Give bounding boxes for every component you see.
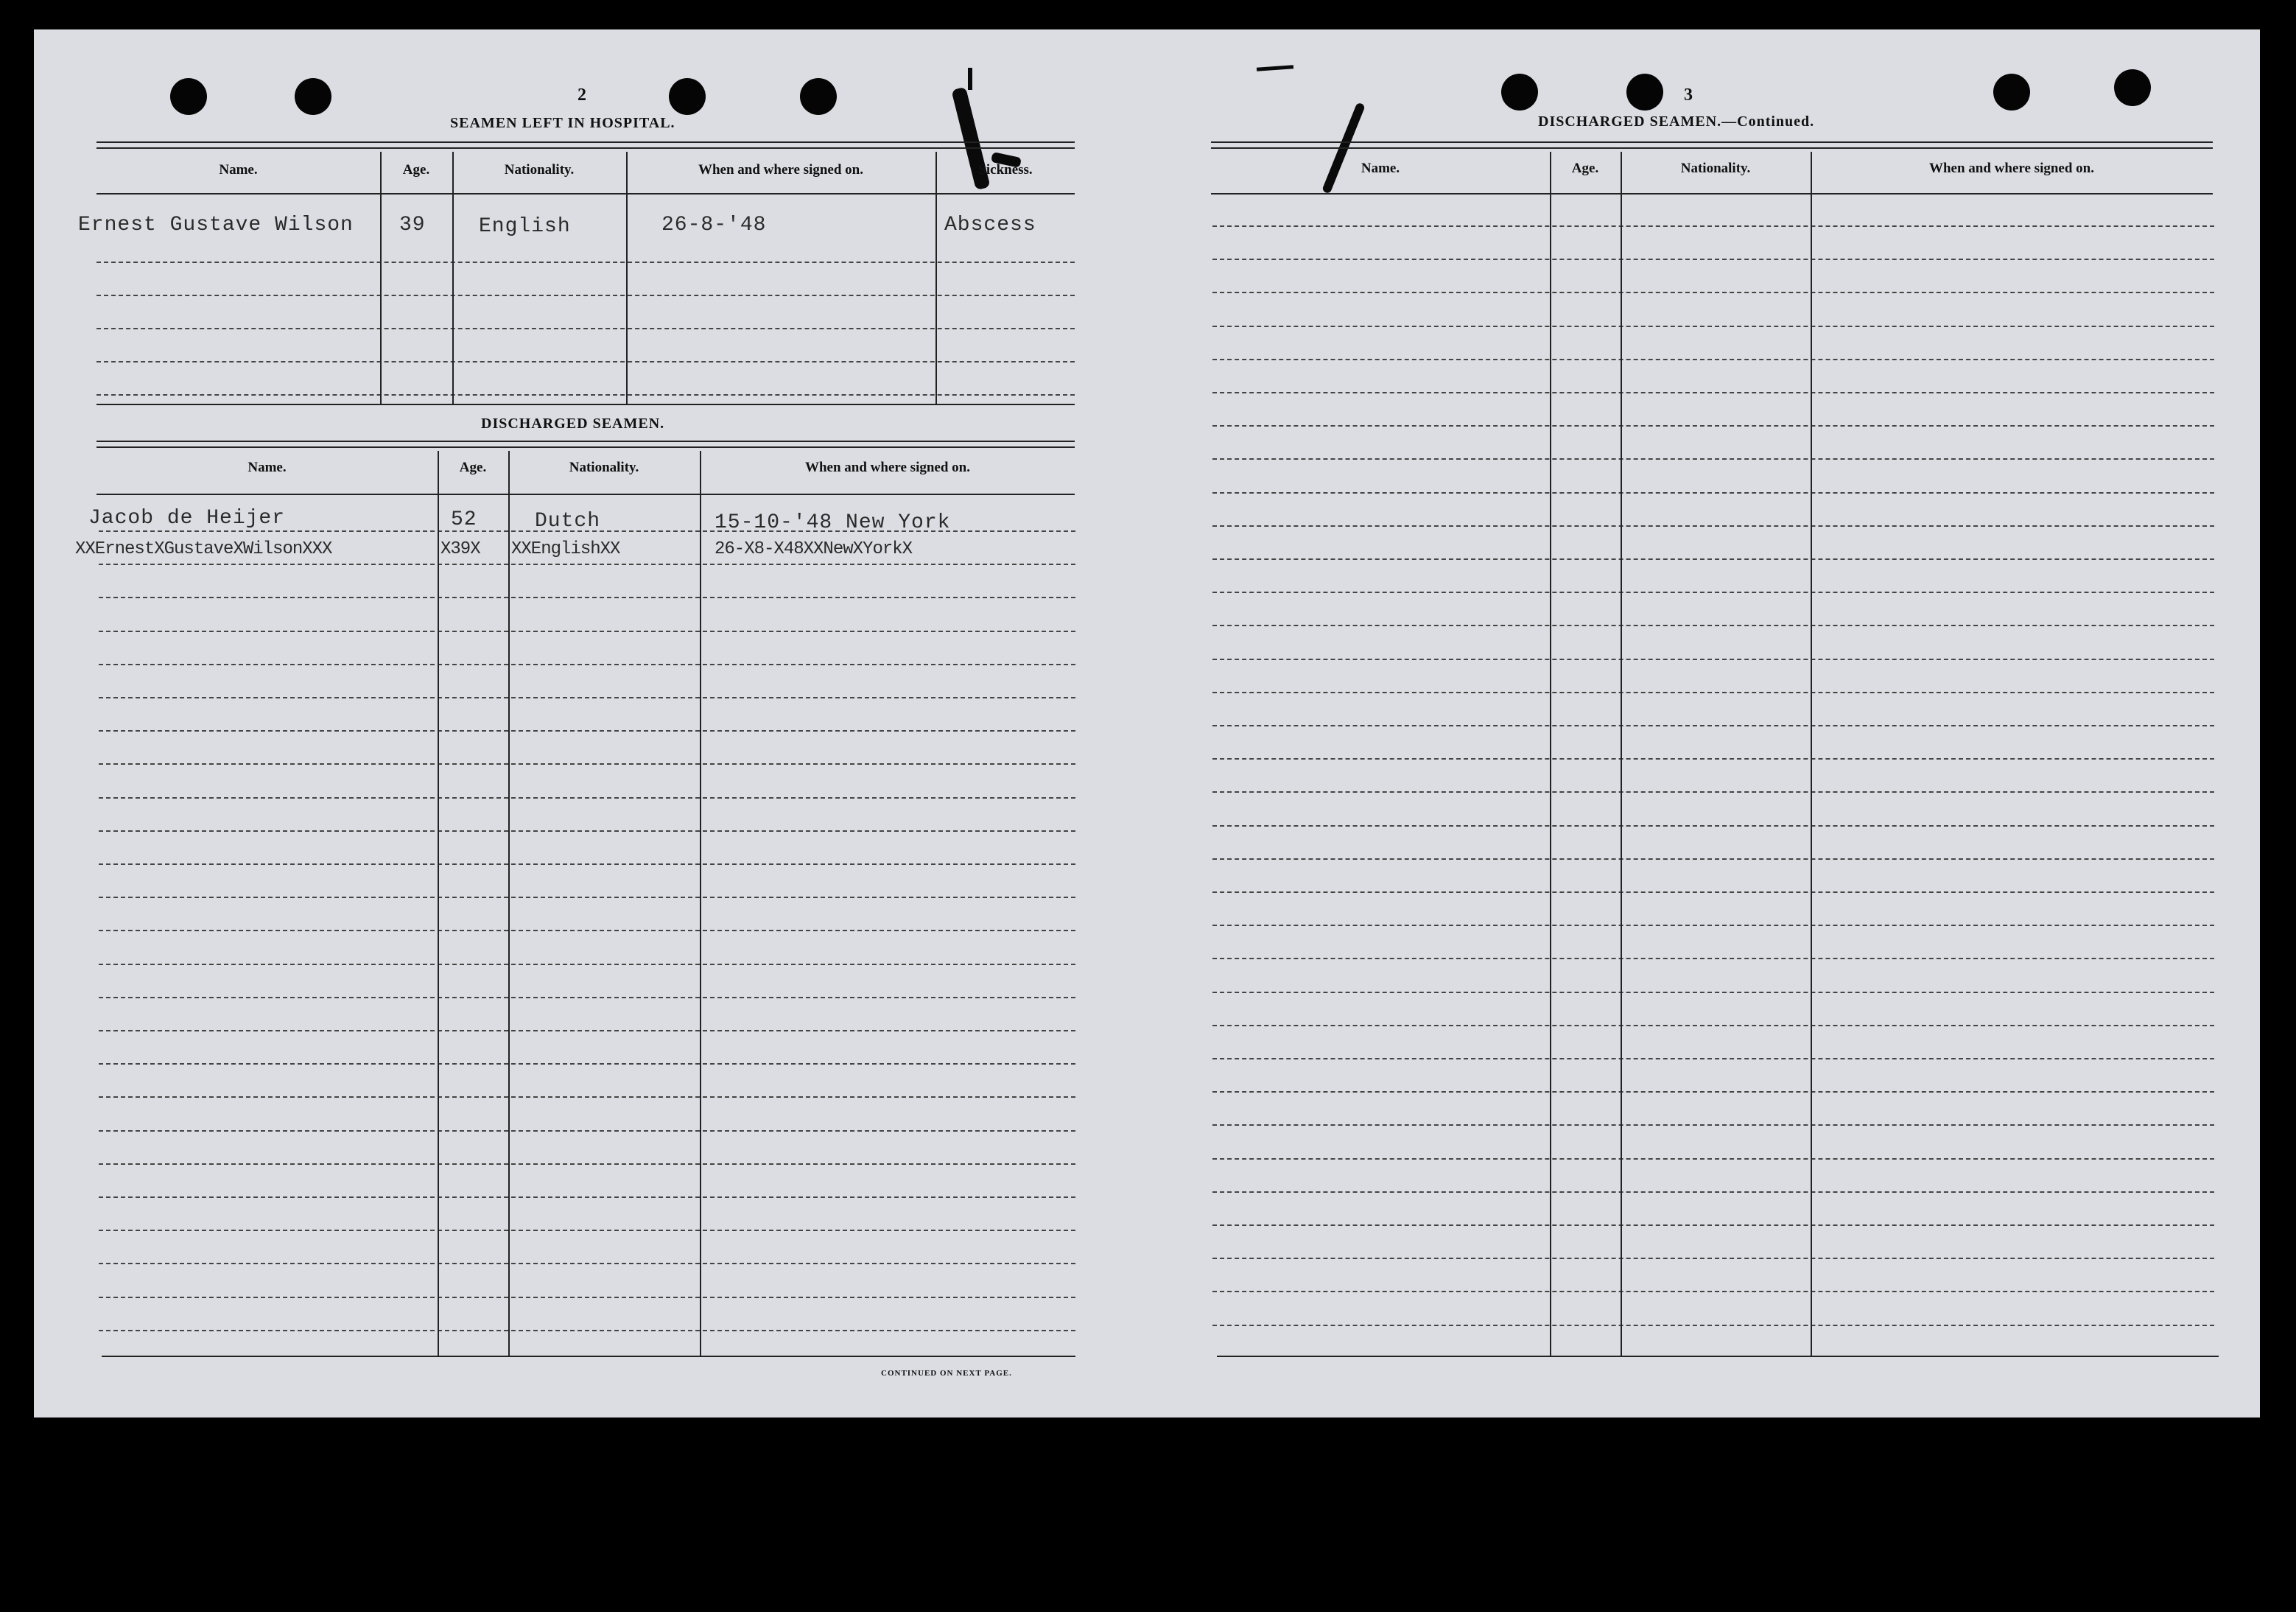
ledger-row-line <box>1212 359 2214 360</box>
ledger-row-line <box>1212 392 2214 393</box>
ledger-row-line <box>1212 1025 2214 1026</box>
continued-header-name: Name. <box>1361 161 1400 176</box>
hospital-nationality-cell: English <box>479 215 571 238</box>
ledger-row-line <box>1212 725 2214 726</box>
hospital-row-line <box>96 262 1075 263</box>
hospital-col-divider <box>626 152 628 404</box>
ink-mark <box>1257 65 1293 71</box>
ledger-row-line <box>99 597 1075 598</box>
discharged-col-divider <box>700 451 701 1356</box>
ledger-row-line <box>99 1163 1075 1165</box>
hospital-top-rule <box>96 141 1075 149</box>
ledger-row-line <box>1212 825 2214 827</box>
ledger-row-line <box>99 930 1075 931</box>
discharged-header-signed-on: When and where signed on. <box>804 460 970 475</box>
hospital-header-signed-on: When and where signed on. <box>698 162 863 178</box>
ledger-row-line <box>1212 1191 2214 1193</box>
page-number: 3 <box>1684 85 1693 105</box>
hospital-header-name: Name. <box>219 162 258 178</box>
continued-header-signed-on: When and where signed on. <box>1928 161 2094 176</box>
ledger-row-line <box>1212 858 2214 860</box>
continued-col-divider <box>1621 152 1622 1356</box>
discharged-header-nationality: Nationality. <box>569 460 639 475</box>
discharged-age-cell: 52 <box>451 508 477 531</box>
ledger-row-line <box>99 1330 1075 1331</box>
discharged-continued-title: DISCHARGED SEAMEN.—Continued. <box>1538 113 1815 130</box>
ledger-row-line <box>99 631 1075 632</box>
hospital-section-title: SEAMEN LEFT IN HOSPITAL. <box>450 115 675 131</box>
ledger-row-line <box>99 1063 1075 1065</box>
ledger-row-line <box>99 997 1075 998</box>
ledger-row-line <box>1212 225 2214 227</box>
ledger-row-line <box>1212 1224 2214 1226</box>
ledger-row-line <box>99 564 1075 565</box>
ledger-row-line <box>99 730 1075 732</box>
discharged-top-rule <box>96 441 1075 448</box>
hospital-row-line <box>96 328 1075 329</box>
ledger-row-line <box>99 1196 1075 1198</box>
punch-hole <box>1626 74 1663 111</box>
ledger-row-line <box>1212 558 2214 560</box>
hospital-col-divider <box>380 152 382 404</box>
ledger-row-line <box>99 1096 1075 1098</box>
continued-footer: CONTINUED ON NEXT PAGE. <box>881 1369 1012 1378</box>
continued-header-age: Age. <box>1571 161 1599 176</box>
hospital-signed-on-cell: 26-8-'48 <box>661 214 767 236</box>
ledger-row-line <box>1212 692 2214 693</box>
ledger-row-line <box>1212 525 2214 527</box>
ledger-row-line <box>1212 1124 2214 1126</box>
ledger-row-line <box>1212 958 2214 959</box>
ledger-row-line <box>1212 492 2214 494</box>
ledger-row-line <box>99 1130 1075 1132</box>
punch-hole <box>800 78 837 115</box>
discharged-header-age: Age. <box>459 460 487 475</box>
continued-col-divider <box>1811 152 1812 1356</box>
discharged-header-rule <box>96 494 1075 495</box>
ink-mark <box>968 68 972 90</box>
hospital-row-line <box>96 361 1075 362</box>
discharged-signed-on-cell: 15-10-'48 New York <box>715 511 951 534</box>
ledger-row-line <box>1212 758 2214 760</box>
hospital-sickness-cell: Abscess <box>944 214 1036 236</box>
ledger-row-line <box>1212 791 2214 793</box>
ledger-row-line <box>99 797 1075 799</box>
hospital-age-cell: 39 <box>399 214 426 236</box>
punch-hole <box>1993 74 2030 111</box>
continued-col-divider <box>1550 152 1551 1356</box>
ledger-row-line <box>99 1263 1075 1264</box>
ledger-row-line <box>1212 1058 2214 1059</box>
ledger-row-line <box>1212 1325 2214 1326</box>
hospital-header-rule <box>96 193 1075 195</box>
ledger-row-line <box>1212 992 2214 993</box>
ledger-row-line <box>1212 1291 2214 1292</box>
ledger-row-line <box>1212 925 2214 926</box>
discharged-col-divider <box>438 451 439 1356</box>
discharged-bottom-rule <box>102 1356 1075 1357</box>
hospital-row-line <box>96 295 1075 296</box>
ledger-row-line <box>1212 659 2214 660</box>
ledger-row-line <box>1212 1258 2214 1259</box>
ledger-row-line <box>1212 425 2214 427</box>
hospital-col-divider <box>452 152 454 404</box>
page-number: 2 <box>577 85 586 105</box>
discharged-section-title: DISCHARGED SEAMEN. <box>481 416 665 432</box>
ledger-row-line <box>99 664 1075 665</box>
ledger-row-line <box>99 763 1075 765</box>
ledger-row-line <box>1212 292 2214 293</box>
continued-top-rule <box>1211 141 2213 149</box>
struck-age-cell: X39X <box>440 539 480 559</box>
ledger-row-line <box>99 697 1075 698</box>
ledger-row-line <box>99 863 1075 865</box>
struck-name-cell: XXErnestXGustaveXWilsonXXX <box>75 539 332 559</box>
continued-bottom-rule <box>1217 1356 2219 1357</box>
hospital-name-cell: Ernest Gustave Wilson <box>78 214 354 236</box>
punch-hole <box>669 78 706 115</box>
ledger-row-line <box>1212 458 2214 460</box>
continued-header-nationality: Nationality. <box>1680 161 1751 176</box>
ledger-row-line <box>99 897 1075 898</box>
hospital-bottom-rule <box>96 404 1075 405</box>
hospital-header-age: Age. <box>402 162 430 178</box>
punch-hole <box>170 78 207 115</box>
ledger-row-line <box>99 964 1075 965</box>
ledger-row-line <box>1212 625 2214 626</box>
ledger-row-line <box>99 1230 1075 1231</box>
discharged-col-divider <box>508 451 510 1356</box>
discharged-nationality-cell: Dutch <box>535 510 601 533</box>
continued-header-rule <box>1211 193 2213 195</box>
ledger-row-line <box>99 830 1075 832</box>
ledger-row-line <box>1212 326 2214 327</box>
hospital-header-nationality: Nationality. <box>504 162 575 178</box>
hospital-header-sickness: Sickness. <box>978 162 1033 178</box>
ledger-row-line <box>99 1030 1075 1031</box>
struck-signed-on-cell: 26-X8-X48XXNewXYorkX <box>715 539 913 559</box>
hospital-col-divider <box>935 152 937 404</box>
punch-hole <box>295 78 331 115</box>
ledger-sheet <box>34 29 2260 1417</box>
punch-hole <box>1501 74 1538 111</box>
punch-hole <box>2114 69 2151 106</box>
struck-nationality-cell: XXEnglishXX <box>511 539 620 559</box>
discharged-header-name: Name. <box>247 460 287 475</box>
ledger-row-line <box>1212 1091 2214 1093</box>
ledger-row-line <box>1212 891 2214 893</box>
ledger-row-line <box>99 1297 1075 1298</box>
ledger-row-line <box>1212 1158 2214 1160</box>
ledger-row-line <box>1212 259 2214 260</box>
discharged-name-cell: Jacob de Heijer <box>88 507 286 530</box>
ledger-row-line <box>1212 592 2214 593</box>
hospital-row-line <box>96 394 1075 396</box>
